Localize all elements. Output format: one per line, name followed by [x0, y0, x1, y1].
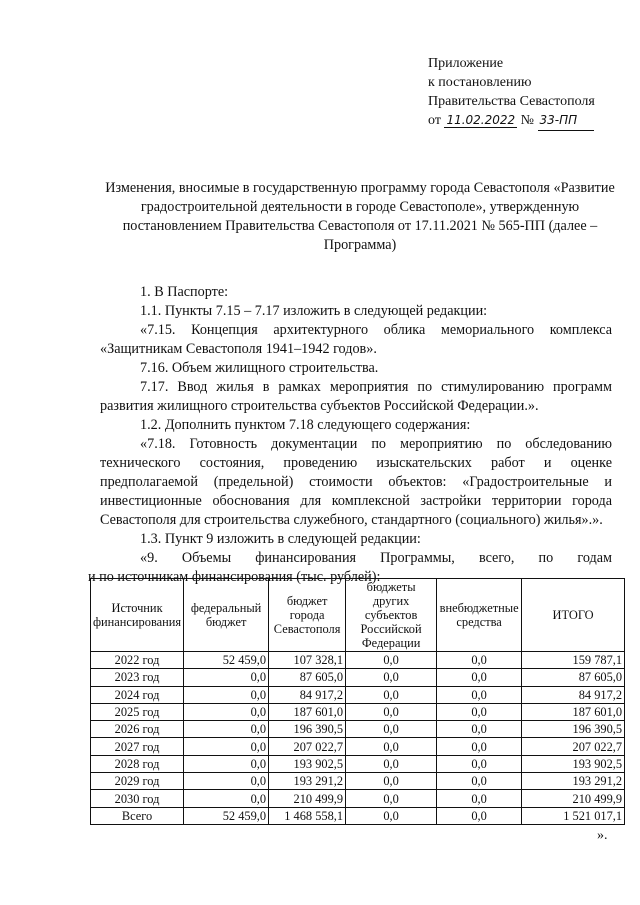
paragraph-9-line-2: и по источникам финансирования (тыс. рублей):: [88, 569, 381, 585]
table-cell: 0,0: [346, 790, 437, 807]
table-cell: 0,0: [437, 738, 522, 755]
table-cell: 84 917,2: [269, 686, 346, 703]
from-label: от: [428, 113, 441, 128]
table-cell: 52 459,0: [184, 652, 269, 669]
header-extrabudget: внебюджетные средства: [437, 579, 522, 652]
header-other-subjects: бюджеты других субъектов Российской Федерации: [346, 579, 437, 652]
table-cell: 0,0: [184, 755, 269, 772]
table-row: [91, 686, 625, 703]
table-cell: 1 521 017,1: [522, 807, 625, 824]
table-row: [91, 755, 625, 772]
appendix-line-3: Правительства Севастополя: [428, 94, 595, 109]
table-cell: 210 499,9: [269, 790, 346, 807]
paragraph-1-3: 1.3. Пункт 9 изложить в следующей редакции:: [140, 531, 421, 547]
number-label: №: [520, 113, 535, 128]
appendix-line-1: Приложение: [428, 56, 504, 71]
table-row: [91, 738, 625, 755]
table-total-row: [91, 807, 625, 824]
header-federal: федеральный бюджет: [184, 579, 269, 652]
table-cell: 2028 год: [91, 755, 184, 772]
table-cell: 187 601,0: [269, 703, 346, 720]
paragraph-1-1: 1.1. Пункты 7.15 – 7.17 изложить в следующей редакции:: [140, 303, 488, 319]
table-cell: 0,0: [437, 652, 522, 669]
table-cell: 196 390,5: [269, 721, 346, 738]
handwritten-number: 33-ПП: [538, 111, 594, 131]
table-cell: 0,0: [437, 807, 522, 824]
table-cell: 196 390,5: [522, 721, 625, 738]
table-cell: 0,0: [184, 773, 269, 790]
table-cell: 2026 год: [91, 721, 184, 738]
header-total: ИТОГО: [522, 579, 625, 652]
table-cell: 84 917,2: [522, 686, 625, 703]
table-header-row: [91, 579, 625, 652]
paragraph-7-18: «7.18. Готовность документации по мероприятию по обследованию технического состояния, проведению изыскательских работ и оценке предполагаемой (предельной) стоимости объектов: «Градостроительные и инвестиционные обоснования для комплексной застройки территории города Севастополя для строительства служебного, стандартного (социального) жилья».».: [100, 436, 612, 528]
table-cell: 2023 год: [91, 669, 184, 686]
handwritten-date: 11.02.2022: [446, 113, 516, 127]
table-cell: 187 601,0: [522, 703, 625, 720]
paragraph-1-2: 1.2. Дополнить пунктом 7.18 следующего содержания:: [140, 417, 471, 433]
table-cell: Всего: [91, 807, 184, 824]
table-cell: 207 022,7: [269, 738, 346, 755]
table-cell: 193 902,5: [522, 755, 625, 772]
table-cell: 2025 год: [91, 703, 184, 720]
table-cell: 0,0: [184, 738, 269, 755]
table-row: [91, 652, 625, 669]
table-cell: 2022 год: [91, 652, 184, 669]
table-cell: 0,0: [437, 790, 522, 807]
table-cell: 0,0: [346, 738, 437, 755]
table-cell: 2024 год: [91, 686, 184, 703]
appendix-header: [428, 54, 595, 131]
closing-quote: ».: [597, 828, 608, 843]
table-body: [91, 652, 625, 825]
table-cell: 0,0: [437, 703, 522, 720]
header-source: Источник финансирования: [91, 579, 184, 652]
table-cell: 0,0: [184, 721, 269, 738]
table-row: [91, 721, 625, 738]
table-cell: 2027 год: [91, 738, 184, 755]
document-title: Изменения, вносимые в государственную программу города Севастополя «Развитие градостроительной деятельности в городе Севастополе», утвержденную постановлением Правительства Севастополя от 17.11.2021 № 565-ПП (далее – Программа): [105, 180, 615, 253]
table-row: [91, 773, 625, 790]
paragraph-7-16: 7.16. Объем жилищного строительства.: [140, 360, 379, 376]
document-body: [88, 283, 612, 587]
table-cell: 0,0: [437, 686, 522, 703]
table-cell: 0,0: [346, 721, 437, 738]
table-cell: 0,0: [346, 686, 437, 703]
table-cell: 0,0: [437, 721, 522, 738]
table-cell: 2029 год: [91, 773, 184, 790]
table-cell: 2030 год: [91, 790, 184, 807]
table-cell: 52 459,0: [184, 807, 269, 824]
table-cell: 0,0: [184, 669, 269, 686]
appendix-line-2: к постановлению: [428, 75, 532, 90]
table-cell: 1 468 558,1: [269, 807, 346, 824]
appendix-date-line: [428, 111, 595, 131]
table-cell: 0,0: [346, 773, 437, 790]
table-cell: 210 499,9: [522, 790, 625, 807]
table-cell: 193 291,2: [269, 773, 346, 790]
table-cell: 0,0: [184, 703, 269, 720]
table-cell: 107 328,1: [269, 652, 346, 669]
table-cell: 207 022,7: [522, 738, 625, 755]
paragraph-7-15: «7.15. Концепция архитектурного облика мемориального комплекса «Защитникам Севастополя 1941–1942 годов».: [100, 322, 612, 357]
table-cell: 87 605,0: [269, 669, 346, 686]
table-cell: 0,0: [184, 686, 269, 703]
paragraph-7-17: 7.17. Ввод жилья в рамках мероприятия по стимулированию программ развития жилищного строительства субъектов Российской Федерации.».: [100, 379, 612, 414]
table-cell: 87 605,0: [522, 669, 625, 686]
header-city: бюджет города Севастополя: [269, 579, 346, 652]
table-row: [91, 703, 625, 720]
table-cell: 159 787,1: [522, 652, 625, 669]
table-cell: 0,0: [184, 790, 269, 807]
financing-table: [90, 578, 625, 825]
paragraph-1: 1. В Паспорте:: [140, 284, 229, 300]
paragraph-9-line-1: «9. Объемы финансирования Программы, всего, по годам: [140, 550, 612, 566]
table-cell: 0,0: [437, 669, 522, 686]
table-cell: 0,0: [346, 703, 437, 720]
table-row: [91, 669, 625, 686]
table-cell: 193 291,2: [522, 773, 625, 790]
table-cell: 193 902,5: [269, 755, 346, 772]
table-cell: 0,0: [346, 807, 437, 824]
table-cell: 0,0: [437, 755, 522, 772]
table-cell: 0,0: [346, 652, 437, 669]
table-cell: 0,0: [437, 773, 522, 790]
table-cell: 0,0: [346, 755, 437, 772]
table-row: [91, 790, 625, 807]
table-cell: 0,0: [346, 669, 437, 686]
